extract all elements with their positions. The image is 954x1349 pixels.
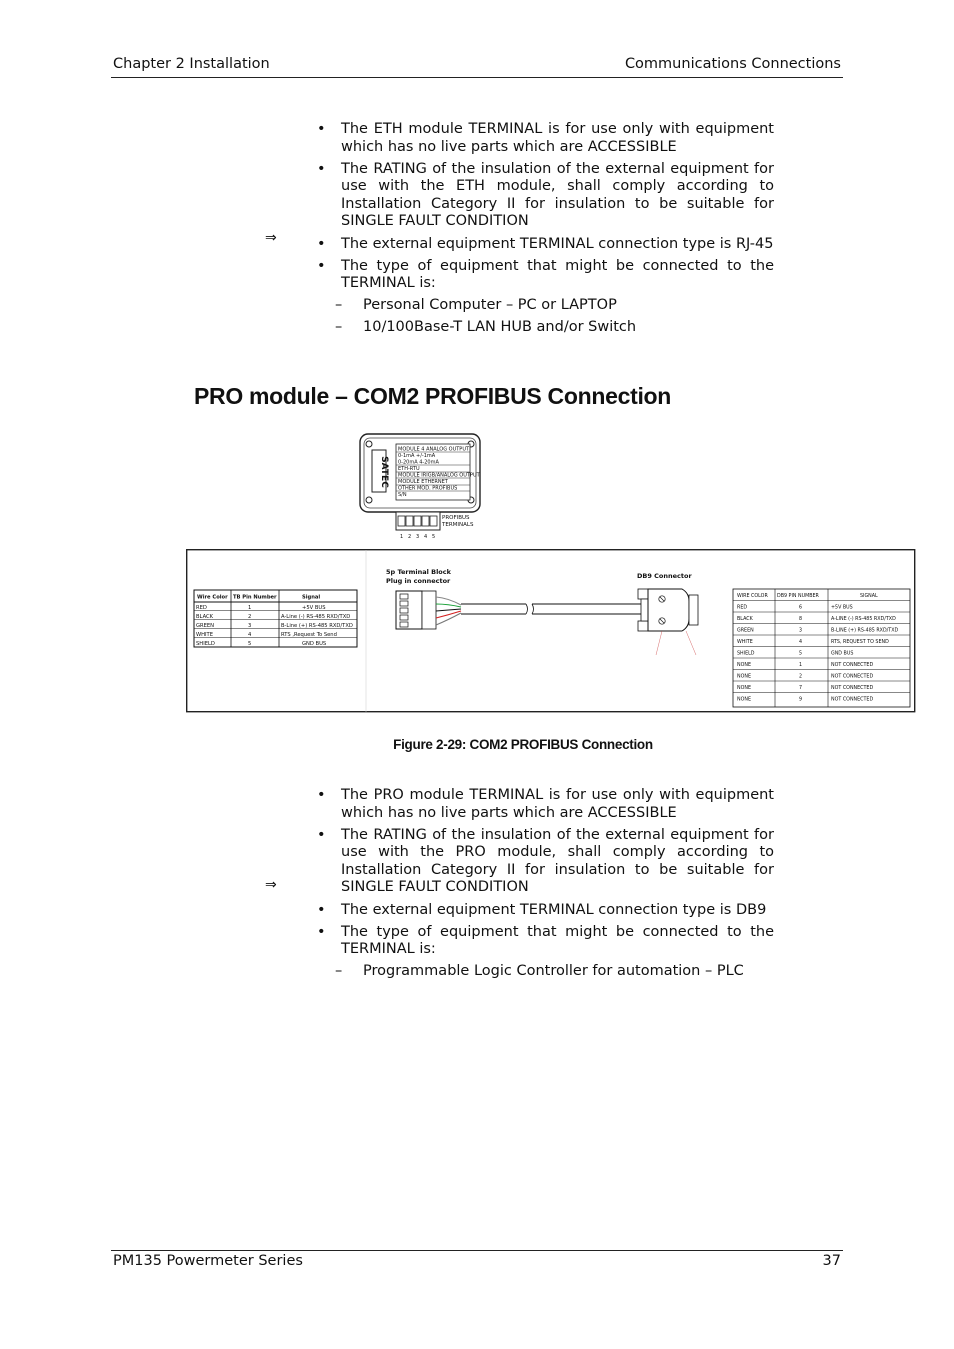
table-cell: +5V BUS	[302, 605, 326, 611]
table-cell: GREEN	[737, 628, 754, 634]
table-cell: 4	[248, 632, 252, 638]
bullet-icon: •	[317, 826, 326, 843]
table-cell: GREEN	[196, 623, 215, 629]
terminal-number: 5	[432, 534, 436, 540]
note-arrow-icon: ⇒	[265, 230, 277, 246]
table-cell: NONE	[737, 697, 751, 703]
table-cell: WHITE	[737, 640, 753, 645]
eth-notes-list	[316, 121, 774, 342]
bullet-icon: •	[317, 923, 326, 940]
list-item: • The RATING of the insulation of the external equipment for use with the ETH module, shall comply according to Installation Category II for insulation to be suitable for SINGLE FAULT CONDITION	[317, 160, 774, 230]
footer-rule	[111, 1250, 843, 1251]
sub-list-item: – Programmable Logic Controller for automation – PLC	[335, 963, 744, 980]
header-chapter: Chapter 2 Installation	[113, 56, 270, 72]
list-item: • The PRO module TERMINAL is for use only with equipment which has no live parts which are ACCESSIBLE	[317, 787, 774, 821]
terminal-number: 3	[416, 534, 420, 540]
list-item: • The external equipment TERMINAL connection type is DB9	[317, 901, 767, 918]
table-cell: 8	[799, 617, 803, 622]
module-label-line: 0-1mA +/-1mA	[398, 453, 436, 459]
table-cell: NOT CONNECTED	[831, 674, 874, 680]
terminal-number: 1	[400, 534, 404, 540]
module-label-line: MODULE 4 ANALOG OUTPUT	[398, 446, 470, 453]
terminals-label: PROFIBUS	[442, 515, 470, 521]
terminal-number: 4	[424, 534, 428, 540]
table-cell: B-LINE (+) RS-485 RXD/TXD	[831, 628, 899, 634]
table-header: Wire Color	[197, 594, 228, 601]
table-cell: 3	[799, 628, 803, 634]
module-label-line: 0-20mA 4-20mA	[398, 459, 439, 466]
bullet-icon: •	[317, 235, 326, 252]
table-cell: 5	[799, 651, 803, 657]
table-cell: 2	[799, 674, 803, 680]
terminals-label: TERMINALS	[442, 522, 474, 528]
table-cell: SHIELD	[196, 641, 215, 647]
table-cell: RTS ,Request To Send	[281, 632, 337, 638]
module-label-line: ETH-RTU	[398, 466, 420, 472]
table-cell: 2	[248, 614, 252, 620]
list-item: • The type of equipment that might be connected to the TERMINAL is:	[317, 923, 774, 958]
table-cell: SHIELD	[737, 651, 755, 657]
pro-notes-list	[316, 787, 774, 985]
bullet-icon: •	[317, 121, 326, 137]
module-label-line: MODULE ETHERNET	[398, 479, 448, 485]
table-header: WIRE COLOR	[737, 594, 768, 599]
table-cell: NONE	[737, 686, 751, 691]
table-cell: NOT CONNECTED	[831, 686, 874, 691]
terminal-block-plug-icon	[396, 591, 436, 629]
table-header: SIGNAL	[860, 594, 878, 599]
footer-product: PM135 Powermeter Series	[113, 1253, 303, 1269]
bullet-icon: •	[317, 160, 326, 177]
table-cell: A-Line (-) RS-485 RXD/TXD	[281, 614, 351, 620]
list-item: • The type of equipment that might be connected to the TERMINAL is:	[317, 257, 774, 292]
brand-label: SATEC	[379, 456, 389, 488]
module-label-line: S/N	[398, 492, 407, 498]
table-cell: 3	[248, 623, 252, 629]
table-cell: +5V BUS	[831, 605, 853, 611]
list-item: • The RATING of the insulation of the external equipment for use with the PRO module, shall comply according to Installation Category II for insulation to be suitable for SINGLE FAULT CONDITION	[317, 826, 774, 896]
table-header: Signal	[302, 594, 321, 601]
figure-caption: Figure 2-29: COM2 PROFIBUS Connection	[393, 737, 653, 752]
table-cell: GND BUS	[831, 651, 854, 657]
dash-icon: –	[335, 297, 343, 314]
table-cell: 7	[799, 686, 803, 691]
dash-icon: –	[335, 963, 343, 980]
bullet-icon: •	[317, 787, 326, 803]
page-number: 37	[822, 1253, 841, 1269]
right-wiring-table	[733, 589, 910, 707]
table-cell: NOT CONNECTED	[831, 663, 874, 668]
table-cell: 5	[248, 641, 252, 647]
table-cell: 4	[799, 640, 803, 645]
plug-label: Plug in connector	[386, 577, 451, 585]
db9-label: DB9 Connector	[637, 572, 692, 580]
table-cell: RED	[737, 605, 748, 611]
module-label-line: OTHER MOD. PROFIBUS	[398, 485, 458, 492]
bullet-icon: •	[317, 901, 326, 918]
table-cell: 1	[799, 663, 803, 668]
left-wiring-table	[194, 590, 357, 647]
table-cell: A-LINE (-) RS-485 RXD/TXD	[831, 617, 896, 622]
terminal-number: 2	[408, 534, 412, 540]
note-arrow-icon: ⇒	[265, 877, 277, 893]
table-cell: RED	[196, 605, 207, 611]
section-heading: PRO module – COM2 PROFIBUS Connection	[194, 383, 672, 409]
table-header: DB9 PIN NUMBER	[777, 594, 819, 599]
table-cell: BLACK	[196, 614, 214, 620]
wiring-diagram	[186, 549, 916, 713]
table-cell: BLACK	[737, 617, 753, 622]
table-cell: WHITE	[196, 632, 214, 638]
table-header: TB Pin Number	[233, 594, 277, 601]
list-item: • The external equipment TERMINAL connection type is RJ-45	[317, 235, 774, 252]
table-cell: GND BUS	[302, 641, 327, 647]
sub-list-item: – Personal Computer – PC or LAPTOP	[335, 297, 617, 314]
list-item: • The ETH module TERMINAL is for use only with equipment which has no live parts which are ACCESSIBLE	[317, 121, 774, 155]
pro-module-diagram	[358, 430, 488, 545]
plug-label: 5p Terminal Block	[386, 568, 451, 576]
table-cell: NONE	[737, 663, 751, 668]
bullet-icon: •	[317, 257, 326, 274]
table-cell: 1	[248, 605, 252, 611]
module-label-line: MODULE IRIGB/ANALOG OUTPUT	[398, 472, 480, 479]
header-section: Communications Connections	[624, 56, 841, 72]
table-cell: NOT CONNECTED	[831, 697, 874, 703]
table-cell: B-Line (+) RS-485 RXD/TXD	[281, 623, 353, 629]
dash-icon: –	[335, 319, 343, 336]
table-cell: NONE	[737, 674, 751, 680]
table-cell: 6	[799, 605, 803, 611]
header-rule	[111, 77, 843, 78]
sub-list-item: – 10/100Base-T LAN HUB and/or Switch	[335, 319, 637, 336]
table-cell: RTS, REQUEST TO SEND	[831, 640, 889, 645]
table-cell: 9	[799, 697, 803, 703]
